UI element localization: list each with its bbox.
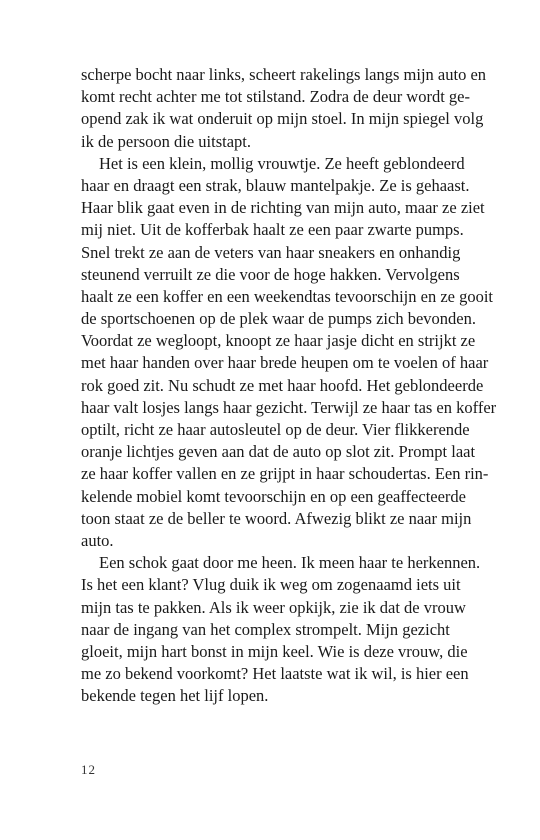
text-line: ze haar koffer vallen en ze grijpt in haar schoudertas. Een rin-	[81, 464, 489, 484]
text-line: oranje lichtjes geven aan dat de auto op slot zit. Prompt laat	[81, 442, 476, 462]
text-line: ik de persoon die uitstapt.	[81, 131, 252, 151]
text-line: naar de ingang van het complex strompelt. Mijn gezicht	[81, 619, 450, 639]
text-line: met haar handen over haar brede heupen om te voelen of haar	[81, 353, 489, 373]
text-line: auto.	[81, 530, 114, 550]
text-line: scherpe bocht naar links, scheert rakelings langs mijn auto en	[81, 65, 487, 84]
paragraph	[81, 153, 497, 552]
body-text	[81, 64, 497, 707]
text-line: toon staat ze de beller te woord. Afwezig blikt ze naar mijn	[81, 508, 472, 528]
text-line: komt recht achter me tot stilstand. Zodra de deur wordt ge-	[81, 87, 470, 107]
text-line: optilt, richt ze haar autosleutel op de deur. Vier flikkerende	[81, 420, 470, 439]
text-line: Voordat ze wegloopt, knoopt ze haar jasje dicht en strijkt ze	[81, 331, 476, 351]
paragraph	[81, 64, 487, 153]
page-number: 12	[81, 762, 96, 777]
text-line: bekende tegen het lijf lopen.	[81, 686, 269, 706]
text-line: steunend verruilt ze die voor de hoge hakken. Vervolgens	[81, 264, 460, 284]
text-line: de sportschoenen op de plek waar de pumps zich bevonden.	[81, 309, 476, 329]
text-line: kelende mobiel komt tevoorschijn en op een geaffecteerde	[81, 486, 466, 506]
text-line: haalt ze een koffer en een weekendtas tevoorschijn en ze gooit	[81, 286, 494, 306]
text-line: Een schok gaat door me heen. Ik meen haar te herkennen.	[99, 553, 481, 573]
paragraph	[81, 552, 481, 707]
text-line: haar en draagt een strak, blauw mantelpakje. Ze is gehaast.	[81, 175, 470, 195]
text-line: haar valt losjes langs haar gezicht. Terwijl ze haar tas en koffer	[81, 397, 497, 417]
text-line: opend zak ik wat onderuit op mijn stoel. In mijn spiegel volg	[81, 109, 484, 129]
text-line: Is het een klant? Vlug duik ik weg om zogenaamd iets uit	[81, 575, 461, 595]
text-line: Snel trekt ze aan de veters van haar sneakers en onhandig	[81, 242, 461, 262]
text-line: gloeit, mijn hart bonst in mijn keel. Wie is deze vrouw, die	[81, 641, 468, 661]
text-line: Haar blik gaat even in de richting van mijn auto, maar ze ziet	[81, 198, 485, 218]
text-line: rok goed zit. Nu schudt ze met haar hoofd. Het geblondeerde	[81, 375, 484, 395]
text-line: mij niet. Uit de kofferbak haalt ze een paar zwarte pumps.	[81, 220, 464, 240]
text-line: Het is een klein, mollig vrouwtje. Ze heeft geblondeerd	[99, 153, 465, 173]
text-line: me zo bekend voorkomt? Het laatste wat ik wil, is hier een	[81, 664, 469, 684]
text-line: mijn tas te pakken. Als ik weer opkijk, zie ik dat de vrouw	[81, 597, 466, 617]
